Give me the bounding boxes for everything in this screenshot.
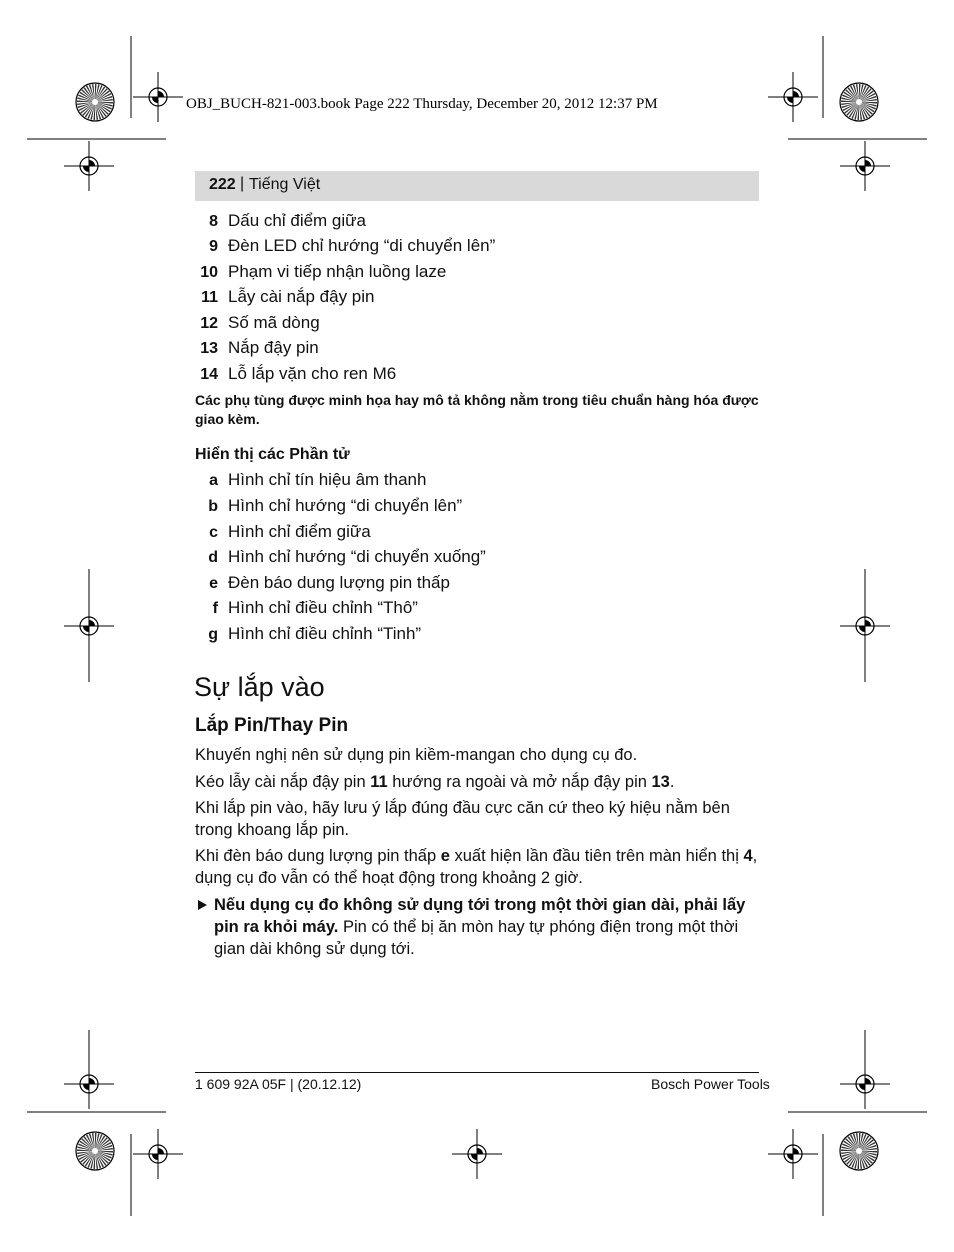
page-number: 222 (209, 176, 236, 193)
item-text: Hình chỉ hướng “di chuyển lên” (228, 496, 463, 515)
section-title: Sự lắp vào (194, 672, 325, 702)
item-text: Hình chỉ hướng “di chuyển xuống” (228, 547, 486, 566)
item-number: 14 (200, 366, 218, 383)
item-text: Lẫy cài nắp đậy pin (228, 287, 375, 306)
registration-target-icon (152, 1148, 164, 1160)
list-item (195, 598, 418, 618)
list-item (195, 547, 486, 567)
registration-target-icon (83, 160, 95, 172)
paragraph (195, 771, 759, 793)
item-letter: g (208, 626, 218, 643)
item-text: Phạm vi tiếp nhận luồng laze (228, 262, 447, 281)
warning-triangle-icon (198, 900, 207, 910)
starburst-center (92, 1148, 98, 1154)
subsection-title: Lắp Pin/Thay Pin (195, 715, 349, 736)
item-letter: e (209, 575, 218, 592)
registration-target-icon (83, 620, 95, 632)
list-item (195, 236, 495, 256)
item-text: Nắp đậy pin (228, 338, 319, 357)
footer-brand: Bosch Power Tools (651, 1076, 770, 1092)
list-item (195, 496, 462, 516)
footer-rule (195, 1072, 759, 1073)
registration-target-icon (787, 1148, 799, 1160)
registration-target-icon (859, 1078, 871, 1090)
list-item (195, 522, 371, 542)
ref-number: 13 (651, 773, 670, 791)
item-number: 10 (200, 264, 218, 281)
item-letter: c (209, 524, 218, 541)
ref-number: 11 (370, 773, 388, 791)
item-letter: a (209, 472, 218, 489)
list-item (195, 287, 375, 307)
item-number: 8 (209, 213, 218, 230)
list-item (195, 470, 426, 490)
list-item (195, 573, 450, 593)
text-run: . (669, 773, 675, 791)
display-elements-heading: Hiển thị các Phần tử (195, 446, 350, 463)
text-run: Khi đèn báo dung lượng pin thấp (195, 847, 441, 865)
item-text: Lỗ lắp vặn cho ren M6 (228, 364, 397, 383)
paragraph: Khi lắp pin vào, hãy lưu ý lắp đúng đầu cực căn cứ theo ký hiệu nằm bên trong khoang lắp pin. (195, 799, 730, 839)
item-number: 13 (200, 340, 218, 357)
warning-text: Pin có thể bị ăn mòn hay tự phóng điện trong một thời gian dài không sử dụng tới. (214, 918, 739, 958)
item-text: Đèn LED chỉ hướng “di chuyển lên” (228, 236, 496, 255)
footer-doc-number: 1 609 92A 05F | (20.12.12) (195, 1076, 362, 1092)
list-item (195, 624, 421, 644)
list-item (195, 338, 319, 358)
item-text: Hình chỉ điều chỉnh “Tinh” (228, 624, 422, 643)
starburst-center (856, 1148, 862, 1154)
book-header: OBJ_BUCH-821-003.book Page 222 Thursday, December 20, 2012 12:37 PM (186, 96, 658, 112)
paragraph: Khuyến nghị nên sử dụng pin kiềm-mangan cho dụng cụ đo. (195, 746, 638, 764)
item-text: Hình chỉ điều chỉnh “Thô” (228, 598, 418, 617)
item-letter: b (208, 498, 218, 515)
list-item (195, 364, 396, 384)
ref-number: 4 (743, 847, 753, 865)
paragraph (195, 845, 759, 889)
list-item (195, 313, 320, 333)
warning-bold-text: Nếu dụng cụ đo không sử dụng tới trong một thời gian dài, phải lấy pin ra khỏi máy. (214, 896, 746, 936)
ref-letter: e (440, 847, 450, 865)
list-item (195, 211, 366, 231)
text-run: hướng ra ngoài và mở nắp đậy pin (387, 773, 652, 791)
warning-item (195, 894, 759, 960)
registration-target-icon (471, 1148, 483, 1160)
registration-target-icon (787, 91, 799, 103)
registration-target-icon (859, 160, 871, 172)
item-text: Hình chỉ tín hiệu âm thanh (228, 470, 427, 489)
running-head (195, 171, 759, 201)
item-text: Hình chỉ điểm giữa (228, 522, 371, 541)
item-text: Dấu chỉ điểm giữa (228, 211, 367, 230)
accessory-note: Các phụ tùng được minh họa hay mô tả không nằm trong tiêu chuẩn hàng hóa được giao kèm. (195, 392, 759, 427)
text-run: xuất hiện lần đầu tiên trên màn hiển thị (449, 847, 744, 865)
item-number: 12 (200, 315, 218, 332)
running-head-separator: | (240, 175, 245, 192)
item-number: 11 (201, 289, 218, 306)
item-text: Đèn báo dung lượng pin thấp (228, 573, 450, 592)
starburst-center (92, 99, 98, 105)
item-number: 9 (209, 238, 218, 255)
item-text: Số mã dòng (228, 313, 320, 332)
item-letter: d (208, 549, 218, 566)
text-run: Kéo lẫy cài nắp đậy pin (195, 773, 371, 791)
registration-target-icon (152, 91, 164, 103)
registration-target-icon (83, 1078, 95, 1090)
running-head-language: Tiếng Việt (249, 176, 321, 193)
text-run: , dụng cụ đo vẫn có thể hoạt động trong khoảng 2 giờ. (195, 847, 758, 887)
list-item (195, 262, 446, 282)
item-letter: f (212, 600, 218, 617)
registration-target-icon (859, 620, 871, 632)
starburst-center (856, 99, 862, 105)
